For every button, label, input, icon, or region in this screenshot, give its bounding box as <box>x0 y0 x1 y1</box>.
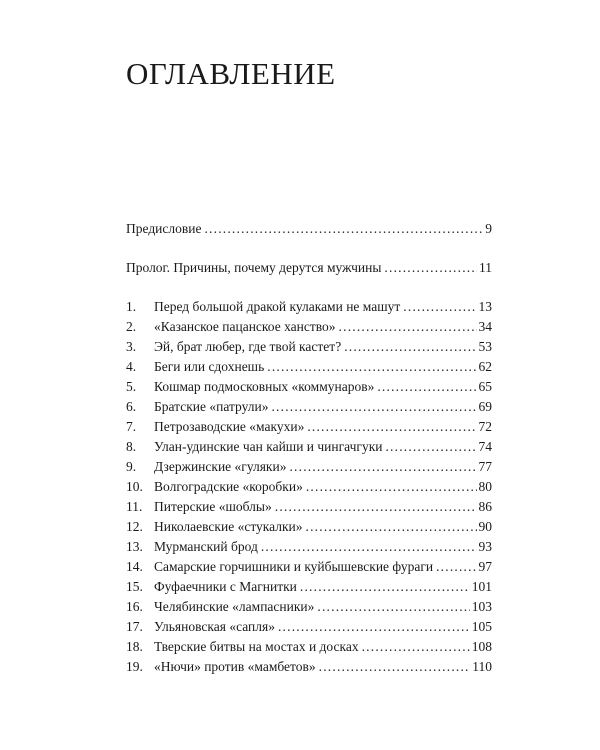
toc-entry-number: 1. <box>126 299 137 314</box>
dot-leader <box>403 300 476 314</box>
toc-entry-page: 69 <box>478 399 492 414</box>
toc-entry-page: 34 <box>478 319 492 334</box>
toc-entry-title: Дзержинские «гуляки» <box>154 459 287 474</box>
toc-entry-chapter[interactable] <box>126 380 492 394</box>
toc-entry-chapter[interactable] <box>126 440 492 454</box>
toc-entry-page: 77 <box>478 459 492 474</box>
toc-entry-page: 80 <box>478 479 492 494</box>
toc-entry-chapter[interactable] <box>126 340 492 354</box>
toc-entry-preface[interactable] <box>126 222 492 236</box>
toc-entry-number: 19. <box>126 659 143 674</box>
toc-entry-chapter[interactable] <box>126 500 492 514</box>
dot-leader <box>271 400 476 414</box>
dot-leader <box>319 660 471 674</box>
toc-entry-title: Самарские горчишники и куйбышевские фураги <box>154 559 434 574</box>
toc-entry-page: 105 <box>471 619 492 634</box>
toc-entry-chapter[interactable] <box>126 460 492 474</box>
dot-leader <box>261 540 477 554</box>
toc-entry-title: Предисловие <box>126 221 202 236</box>
toc-entry-number: 4. <box>126 359 137 374</box>
toc-entry-number: 16. <box>126 599 143 614</box>
toc-entry-title: Фуфаечники с Магнитки <box>154 579 297 594</box>
toc-entry-chapter[interactable] <box>126 600 492 614</box>
dot-leader <box>267 360 476 374</box>
dot-leader <box>300 580 470 594</box>
toc-entry-title: Мурманский брод <box>154 539 258 554</box>
toc-entry-chapter[interactable] <box>126 560 492 574</box>
toc-entry-number: 10. <box>126 479 143 494</box>
toc-entry-page: 9 <box>485 221 492 236</box>
toc-entry-number: 7. <box>126 419 137 434</box>
dot-leader <box>377 380 476 394</box>
toc-entry-chapter[interactable] <box>126 620 492 634</box>
toc-entry-title: Эй, брат любер, где твой кастет? <box>154 339 342 354</box>
dot-leader <box>436 560 476 574</box>
toc-entry-page: 62 <box>478 359 492 374</box>
toc-entry-chapter[interactable] <box>126 660 492 674</box>
toc-entry-title: Челябинские «лампасники» <box>154 599 315 614</box>
toc-entry-number: 8. <box>126 439 137 454</box>
dot-leader <box>317 600 469 614</box>
toc-entry-page: 93 <box>478 539 492 554</box>
dot-leader <box>339 320 477 334</box>
dot-leader <box>204 222 483 236</box>
toc-entry-title: «Казанское пацанское ханство» <box>154 319 336 334</box>
toc-entry-number: 13. <box>126 539 143 554</box>
toc-entry-title: Питерские «шоблы» <box>154 499 272 514</box>
dot-leader <box>278 620 470 634</box>
toc-entry-title: Пролог. Причины, почему дерутся мужчины <box>126 260 382 275</box>
toc-entry-title: Тверские битвы на мостах и досках <box>154 639 359 654</box>
toc-entry-number: 15. <box>126 579 143 594</box>
toc-entry-page: 110 <box>472 659 492 674</box>
dot-leader <box>275 500 477 514</box>
toc-entry-number: 14. <box>126 559 143 574</box>
toc-entry-number: 12. <box>126 519 143 534</box>
toc-entry-page: 103 <box>471 599 492 614</box>
toc-entry-number: 5. <box>126 379 137 394</box>
dot-leader <box>384 261 477 275</box>
toc-entry-page: 90 <box>478 519 492 534</box>
dot-leader <box>385 440 476 454</box>
toc-entry-chapter[interactable] <box>126 480 492 494</box>
toc-entry-page: 86 <box>478 499 492 514</box>
toc-entry-number: 17. <box>126 619 143 634</box>
toc-entry-page: 97 <box>478 559 492 574</box>
toc-entry-number: 18. <box>126 639 143 654</box>
toc-entry-page: 65 <box>478 379 492 394</box>
toc-entry-page: 72 <box>478 419 492 434</box>
toc-entry-prologue[interactable] <box>126 261 492 275</box>
dot-leader <box>306 520 477 534</box>
dot-leader <box>344 340 476 354</box>
toc-entry-number: 6. <box>126 399 137 414</box>
toc-entry-chapter[interactable] <box>126 640 492 654</box>
toc-entry-title: Волгоградские «коробки» <box>154 479 303 494</box>
toc-entry-chapter[interactable] <box>126 360 492 374</box>
toc-entry-number: 2. <box>126 319 137 334</box>
toc-entry-page: 11 <box>479 260 492 275</box>
toc-entry-title: Ульяновская «сапля» <box>154 619 275 634</box>
toc-entry-page: 101 <box>471 579 492 594</box>
toc-entry-title: Петрозаводские «макухи» <box>154 419 305 434</box>
toc-entry-page: 74 <box>478 439 492 454</box>
toc-entry-number: 9. <box>126 459 137 474</box>
toc-entry-title: Николаевские «стукалки» <box>154 519 303 534</box>
toc-entry-page: 13 <box>478 299 492 314</box>
dot-leader <box>289 460 476 474</box>
dot-leader <box>362 640 470 654</box>
toc-entry-page: 53 <box>478 339 492 354</box>
toc-entry-title: Перед большой дракой кулаками не машут <box>154 299 401 314</box>
page-title: ОГЛАВЛЕНИЕ <box>126 56 336 91</box>
toc-entry-chapter[interactable] <box>126 520 492 534</box>
dot-leader <box>307 420 476 434</box>
toc-entry-title: Кошмар подмосковных «коммунаров» <box>154 379 375 394</box>
toc-entry-number: 11. <box>126 499 143 514</box>
toc-entry-title: «Нючи» против «мамбетов» <box>154 659 316 674</box>
toc-entry-title: Братские «патрули» <box>154 399 269 414</box>
toc-entry-chapter[interactable] <box>126 300 492 314</box>
toc-entry-title: Улан-удинские чан кайши и чингачгуки <box>154 439 383 454</box>
toc-entry-page: 108 <box>471 639 492 654</box>
toc-entry-chapter[interactable] <box>126 400 492 414</box>
toc-entry-chapter[interactable] <box>126 320 492 334</box>
toc-entry-chapter[interactable] <box>126 580 492 594</box>
dot-leader <box>306 480 477 494</box>
toc-entry-title: Беги или сдохнешь <box>154 359 265 374</box>
toc-entry-chapter[interactable] <box>126 540 492 554</box>
toc-entry-number: 3. <box>126 339 137 354</box>
toc-entry-chapter[interactable] <box>126 420 492 434</box>
